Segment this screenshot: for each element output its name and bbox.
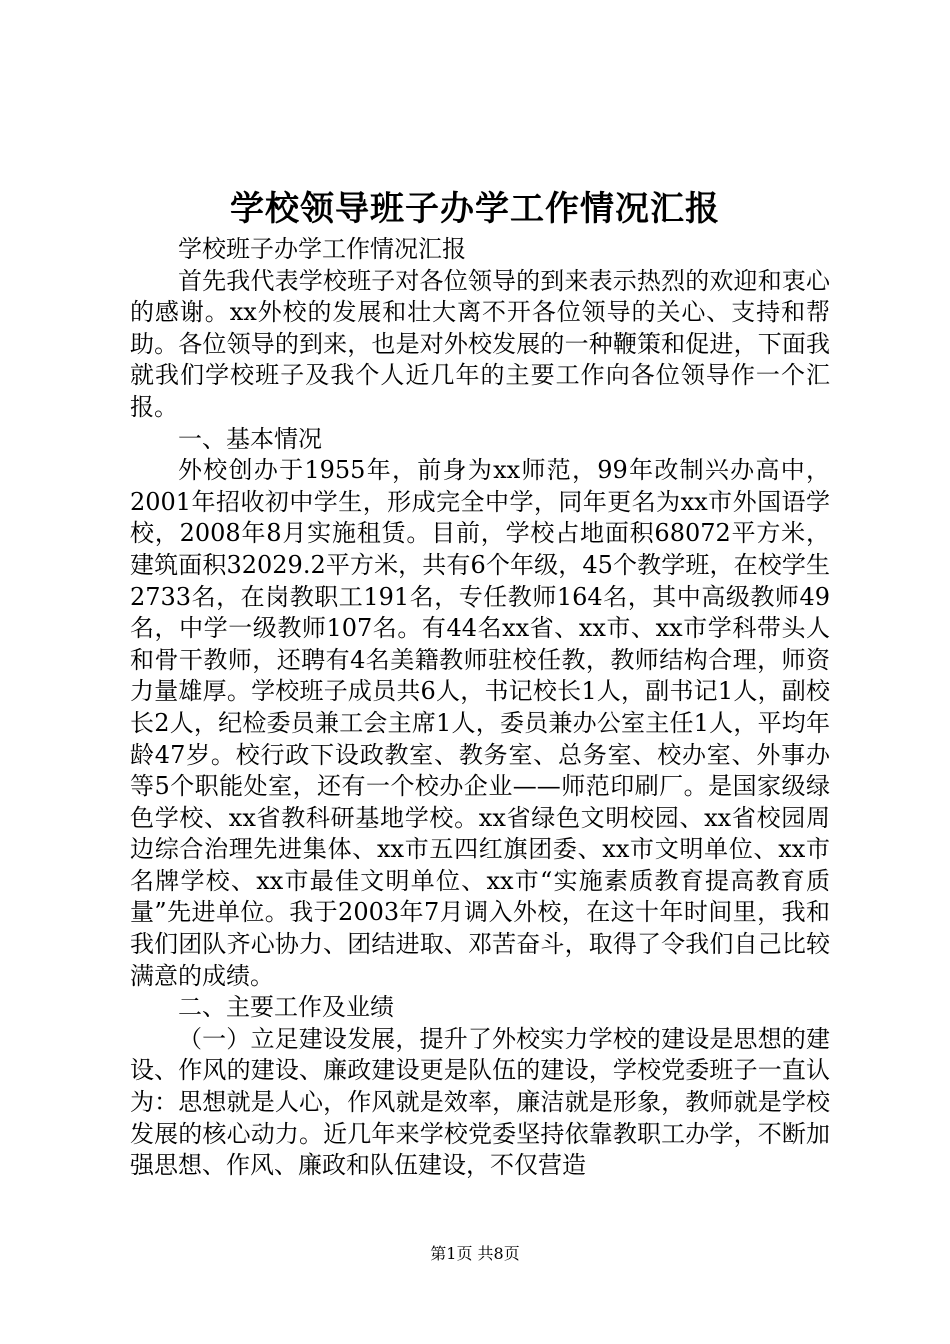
paragraph-basic-info: 外校创办于1955年，前身为xx师范，99年改制兴办高中，2001年招收初中学生，形成完全中学，同年更名为xx市外国语学校，2008年8月实施租赁。目前，学校占地面积68072平方米，建筑面积32029.2平方米，共有6个年级，45个教学班，在校学生2733名，在岗教职工191名，专任教师164名，其中高级教师49名，中学一级教师107名。有44名xx省、xx市、xx市学科带头人和骨干教师，还聘有4名美籍教师驻校任教，教师结构合理，师资力量雄厚。学校班子成员共6人，书记校长1人，副书记1人，副校长2人，纪检委员兼工会主席1人，委员兼办公室主任1人，平均年龄47岁。校行政下设政教室、教务室、总务室、校办室、外事办等5个职能处室，还有一个校办企业——师范印刷厂。是国家级绿色学校、xx省教科研基地学校。xx省绿色文明校园、xx省校园周边综合治理先进集体、xx市五四红旗团委、xx市文明单位、xx市名牌学校、xx市最佳文明单位、xx市“实施素质教育提高教育质量”先进单位。我于2003年7月调入外校，在这十年时间里，我和我们团队齐心协力、团结进取、邓苦奋斗，取得了令我们自己比较满意的成绩。	[130, 456, 830, 990]
document-body	[130, 234, 830, 1182]
section-heading-basic: 一、基本情况	[178, 424, 322, 453]
paragraph-main-work: （一）立足建设发展，提升了外校实力学校的建设是思想的建设、作风的建设、廉政建设更是队伍的建设，学校党委班子一直认为：思想就是人心，作风就是效率，廉洁就是形象，教师就是学校发展的核心动力。近几年来学校党委坚持依靠教职工办学，不断加强思想、作风、廉政和队伍建设，不仅营造	[130, 1024, 830, 1180]
section-heading-main-work: 二、主要工作及业绩	[178, 993, 394, 1022]
page-footer: 第1页 共8页	[430, 1244, 520, 1263]
paragraph-subtitle: 学校班子办学工作情况汇报	[178, 235, 466, 263]
paragraph-intro: 首先我代表学校班子对各位领导的到来表示热烈的欢迎和衷心的感谢。xx外校的发展和壮大离不开各位领导的关心、支持和帮助。各位领导的到来，也是对外校发展的一种鞭策和促进，下面我就我们学校班子及我个人近几年的主要工作向各位领导作一个汇报。	[130, 266, 830, 421]
document-title: 学校领导班子办学工作情况汇报	[230, 189, 720, 229]
